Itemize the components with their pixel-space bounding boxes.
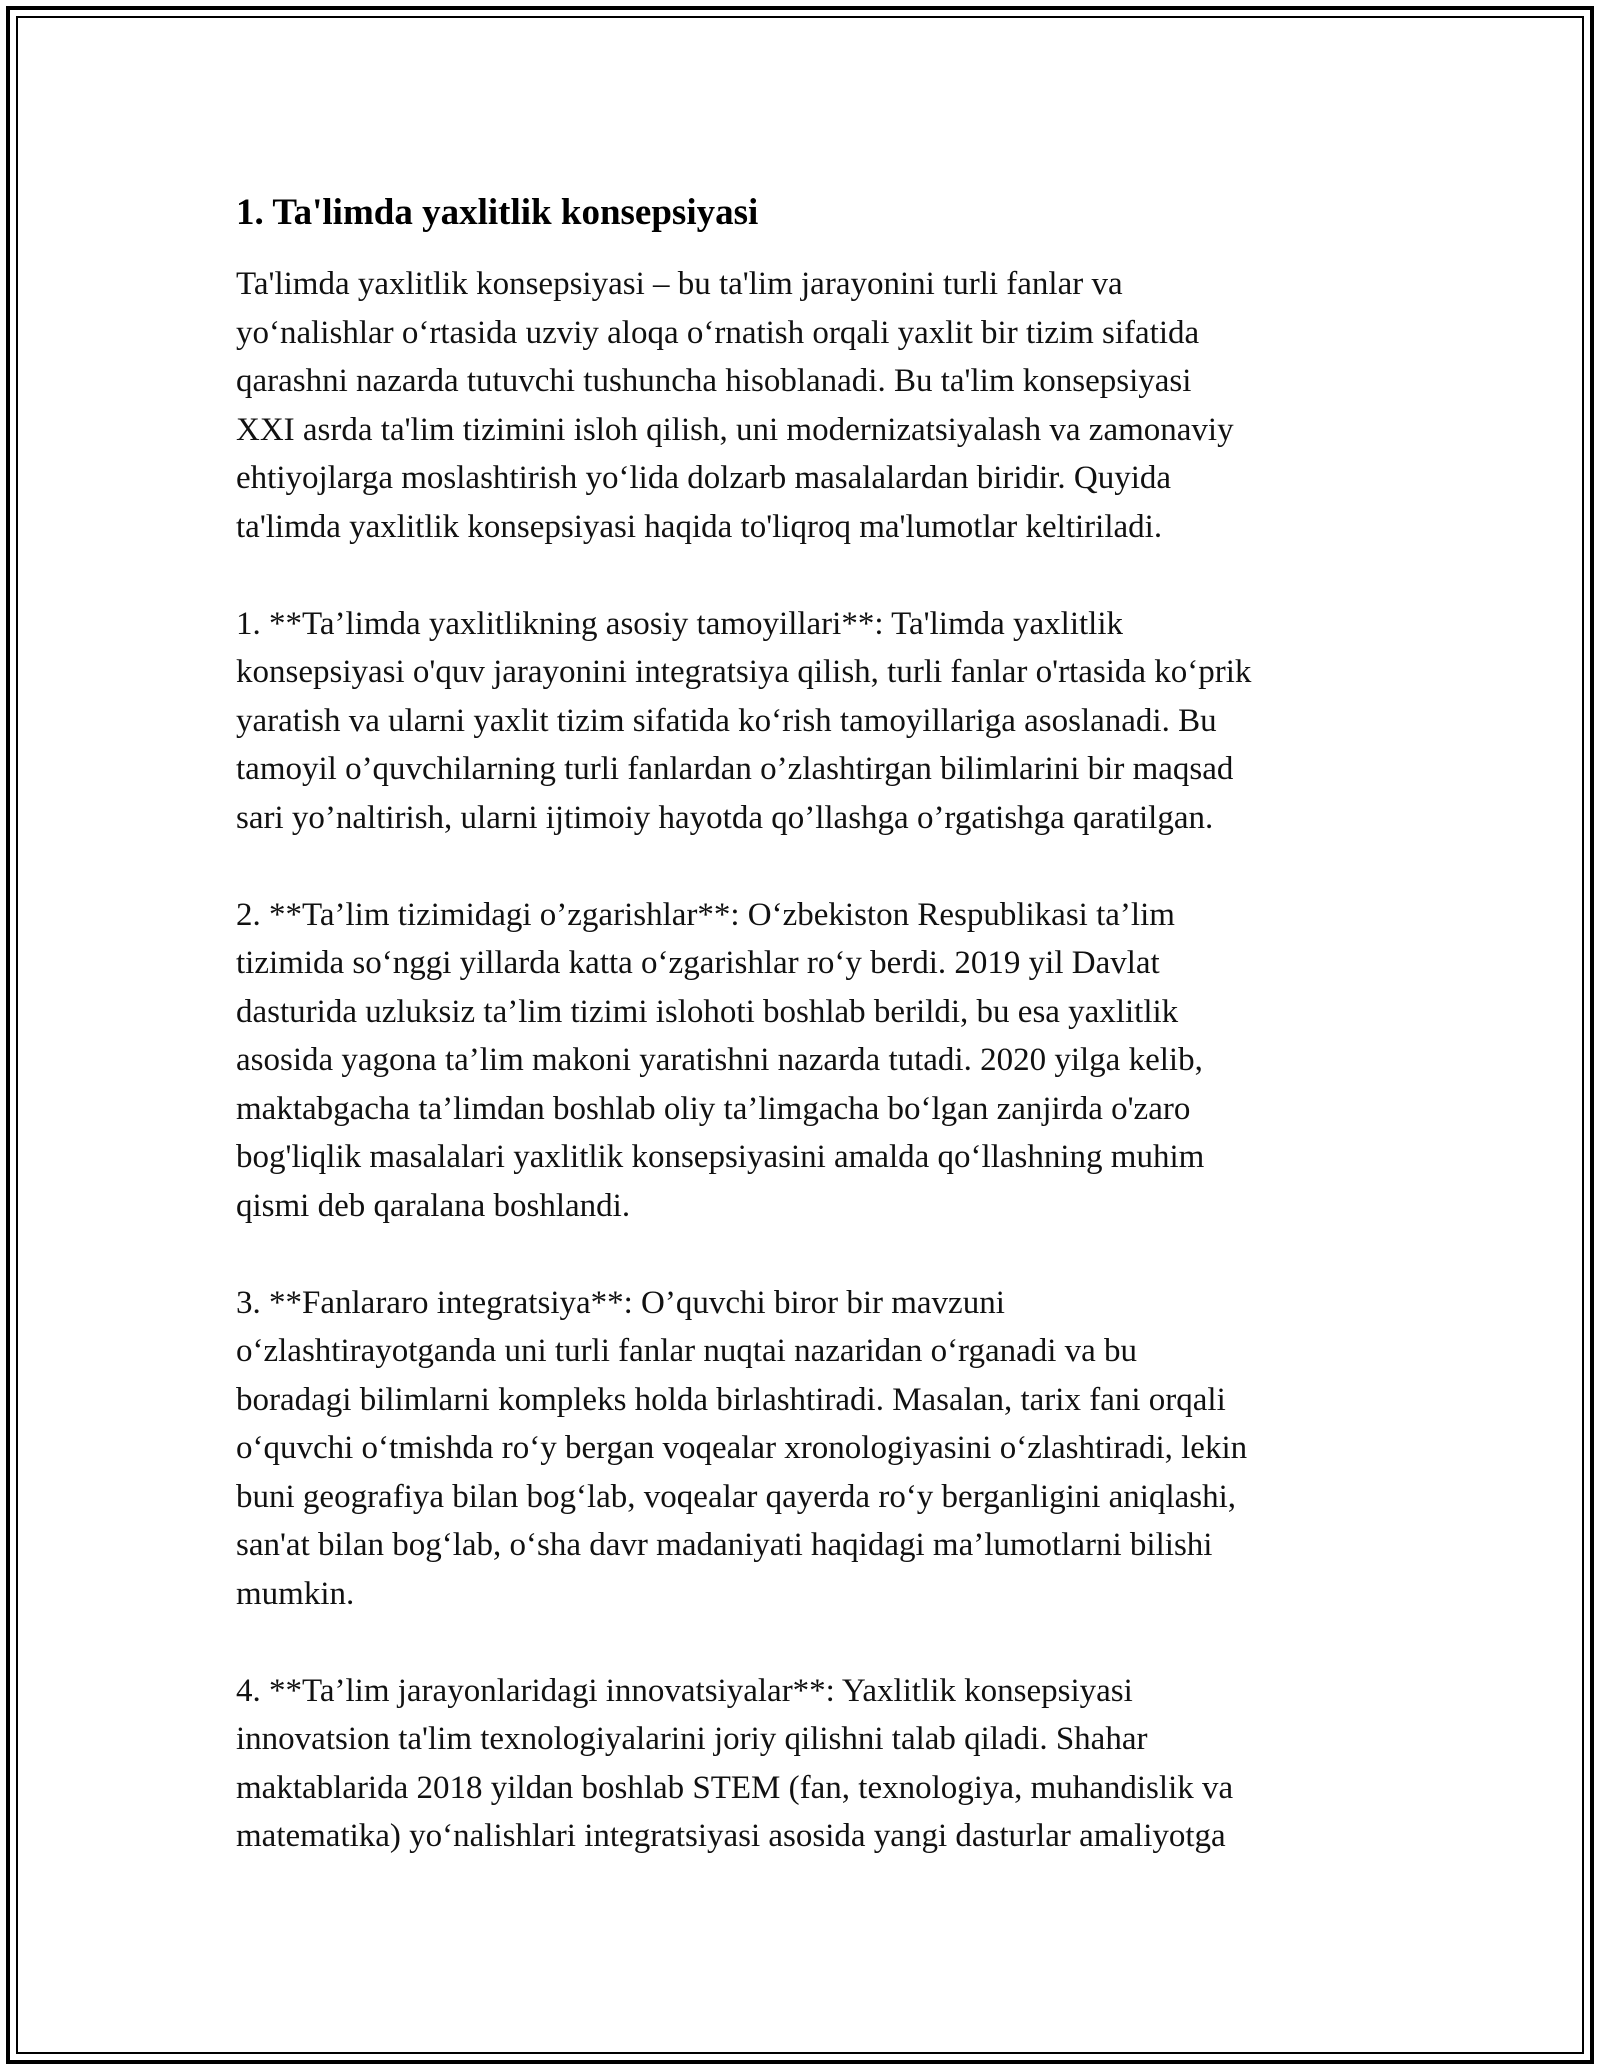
text-line: tamoyil o’quvchilarning turli fanlardan o’zlashtirgan bilimlarini bir maqsad (236, 751, 1234, 787)
text-line: konsepsiyasi o'quv jarayonini integratsiya qilish, turli fanlar o'rtasida koʻprik (236, 654, 1252, 690)
paragraph (236, 1279, 1386, 1619)
text-line: mumkin. (236, 1575, 355, 1612)
text-line: qismi deb qaralana boshlandi. (236, 1187, 631, 1224)
text-line: Ta'limda yaxlitlik konsepsiyasi – bu ta'lim jarayonini turli fanlar va (236, 266, 1123, 302)
text-line: innovatsion ta'lim texnologiyalarini joriy qilishni talab qiladi. Shahar (236, 1721, 1148, 1757)
text-line: qarashni nazarda tutuvchi tushuncha hisoblanadi. Bu ta'lim konsepsiyasi (236, 363, 1192, 399)
text-line: 2. **Ta’lim tizimidagi o’zgarishlar**: Oʻzbekiston Respublikasi ta’lim (236, 896, 1175, 933)
text-line: tizimida soʻnggi yillarda katta oʻzgarishlar roʻy berdi. 2019 yil Davlat (236, 945, 1160, 981)
text-line: XXI asrda ta'lim tizimini isloh qilish, uni modernizatsiyalash va zamonaviy (236, 411, 1234, 448)
text-line: san'at bilan bogʻlab, oʻsha davr madaniyati haqidagi ma’lumotlarni bilishi (236, 1527, 1213, 1563)
text-line: dasturida uzluksiz ta’lim tizimi islohoti boshlab berildi, bu esa yaxlitlik (236, 993, 1179, 1030)
text-line: 3. **Fanlararo integratsiya**: O’quvchi biror bir mavzuni (236, 1284, 1005, 1321)
text-line: yoʻnalishlar oʻrtasida uzviy aloqa oʻrnatish orqali yaxlit bir tizim sifatida (236, 314, 1200, 351)
text-line: oʻquvchi oʻtmishda roʻy bergan voqealar xronologiyasini oʻzlashtiradi, lekin (236, 1430, 1248, 1466)
text-line: 1. **Ta’limda yaxlitlikning asosiy tamoyillari**: Ta'limda yaxlitlik (236, 605, 1124, 642)
text-line: ehtiyojlarga moslashtirish yoʻlida dolzarb masalalardan biridir. Quyida (236, 460, 1172, 496)
text-line: asosida yagona ta’lim makoni yaratishni nazarda tutadi. 2020 yilga kelib, (236, 1042, 1203, 1078)
text-line: matematika) yoʻnalishlari integratsiyasi asosida yangi dasturlar amaliyotga (236, 1818, 1226, 1854)
document-body (236, 186, 1386, 1909)
paragraph (236, 600, 1386, 843)
text-line: 4. **Ta’lim jarayonlaridagi innovatsiyalar**: Yaxlitlik konsepsiyasi (236, 1672, 1133, 1709)
text-line: ta'limda yaxlitlik konsepsiyasi haqida to'liqroq ma'lumotlar keltiriladi. (236, 508, 1163, 545)
paragraph-list (236, 260, 1386, 1861)
section-heading: 1. Ta'limda yaxlitlik konsepsiyasi (236, 192, 759, 233)
text-line: yaratish va ularni yaxlit tizim sifatida koʻrish tamoyillariga asoslanadi. Bu (236, 702, 1217, 739)
text-line: boradagi bilimlarni kompleks holda birlashtiradi. Masalan, tarix fani orqali (236, 1381, 1226, 1418)
text-line: bog'liqlik masalalari yaxlitlik konsepsiyasini amalda qoʻllashning muhim (236, 1139, 1205, 1175)
text-line: oʻzlashtirayotganda uni turli fanlar nuqtai nazaridan oʻrganadi va bu (236, 1333, 1138, 1369)
text-line: maktablarida 2018 yildan boshlab STEM (fan, texnologiya, muhandislik va (236, 1769, 1234, 1806)
text-line: maktabgacha ta’limdan boshlab oliy ta’limgacha boʻlgan zanjirda o'zaro (236, 1090, 1191, 1127)
text-line: sari yo’naltirish, ularni ijtimoiy hayotda qo’llashga o’rgatishga qaratilgan. (236, 799, 1214, 836)
paragraph (236, 260, 1386, 551)
text-line: buni geografiya bilan bogʻlab, voqealar qayerda roʻy berganligini aniqlashi, (236, 1478, 1237, 1515)
paragraph (236, 1667, 1386, 1861)
paragraph (236, 891, 1386, 1231)
